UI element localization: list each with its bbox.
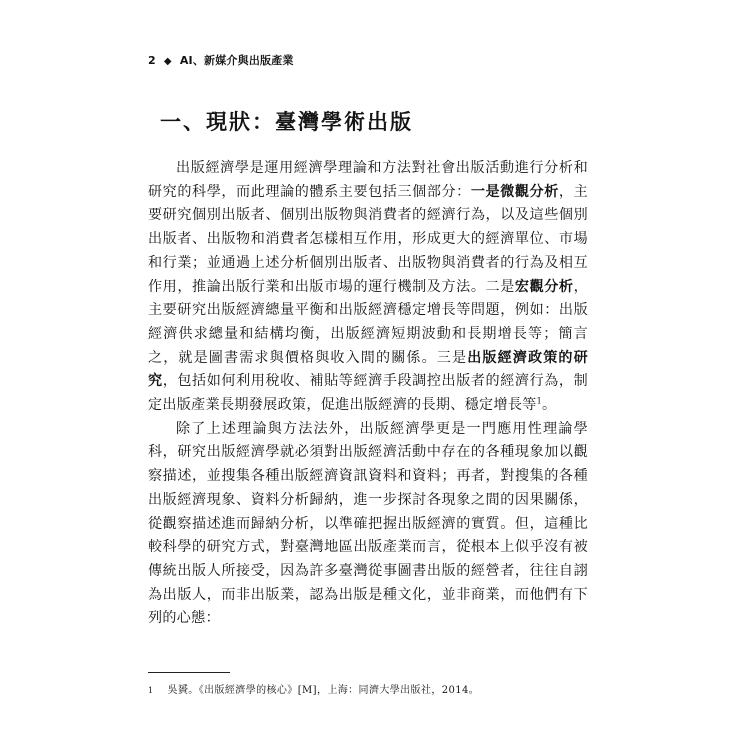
footnote-divider: [148, 672, 230, 673]
paragraph-2: 除了上述理論與方法法外，出版經濟學更是一門應用性理論學科，研究出版經濟學就必須對出版經濟活動中存在的各種現象加以觀察描述，並搜集各種出版經濟資訊資料和資料；再者，對搜集的各種出版經濟現象、資料分析歸納，進一步探討各現象之間的因果關係，從觀察描述進而歸納分析，以準確把握出版經濟的實質。但，這種比較科學的研究方式，對臺灣地區出版產業而言，從根本上似乎沒有被傳統出版人所接受，因為許多臺灣從事圖書出版的經營者，往往自詡為出版人，而非出版業，認為出版是種文化，並非商業，而他們有下列的心態：: [148, 420, 588, 627]
footnote-number: 1: [148, 686, 154, 695]
section-title: 一、現狀：臺灣學術出版: [160, 110, 413, 134]
diamond-separator-icon: ◆: [163, 56, 172, 67]
paragraph-1-text-1: 出版經濟學是運用經濟學理論和方法對社會出版活動進行分析和研究的科學，而此理論的體系主要包括三個部分：: [148, 160, 588, 200]
paragraph-1-text-3: ，主要研究出版經濟總量平衡和出版經濟穩定增長等問題，例如：出版經濟供求總量和結構均衡，出版經濟短期波動和長期增長等；簡言之，就是圖書需求與價格與收入間的關係。三是: [148, 278, 588, 366]
page-number: 2: [148, 54, 156, 67]
running-header: [148, 52, 294, 68]
paragraph-1-text-5: 。: [542, 397, 557, 414]
bold-term-policy-research: 出版經濟政策的研究: [148, 349, 588, 390]
paragraph-1-text-4: ，包括如何利用稅收、補貼等經濟手段調控出版者的經濟行為，制定出版產業長期發展政策，促進出版經濟的長期、穩定增長等: [148, 373, 588, 414]
footnote-text: 吳贇。《出版經濟學的核心》[M]，上海：同濟大學出版社，2014。: [167, 685, 480, 696]
paragraph-1-text-2: ，主要研究個別出版者、個別出版物與消費者的經濟行為，以及這些個別出版者、出版物和消費者怎樣相互作用，形成更大的經濟單位、市場和行業；並通過上述分析個別出版者、出版物與消費者的行為及相互作用，推論出版行業和出版市場的運行機制及方法。二是: [148, 183, 588, 295]
bold-term-micro-analysis: 一是微觀分析: [470, 183, 559, 200]
footnote-reference[interactable]: 1: [536, 396, 543, 406]
footnote: [148, 681, 479, 696]
bold-term-macro-analysis: 宏觀分析: [514, 278, 574, 295]
paragraph-1: [148, 157, 588, 418]
body-text: [148, 157, 588, 631]
book-title: AI、新媒介與出版產業: [179, 54, 294, 67]
